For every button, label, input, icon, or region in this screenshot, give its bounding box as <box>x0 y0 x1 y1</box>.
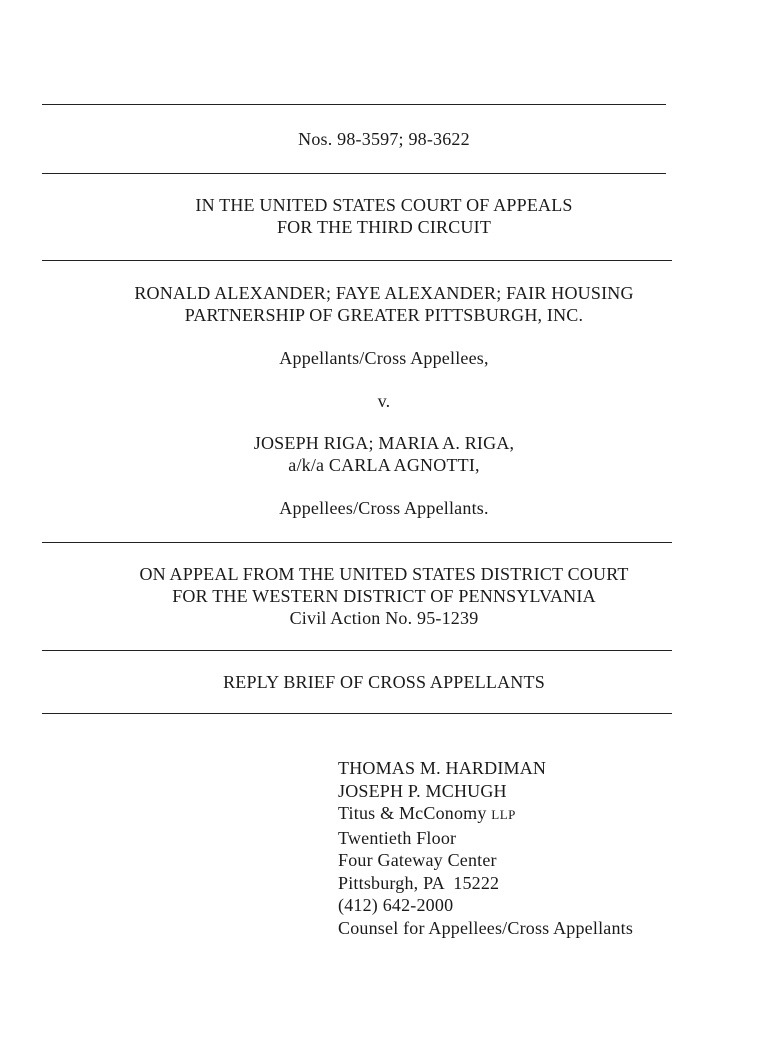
counsel-city: Pittsburgh, PA 15222 <box>338 872 500 893</box>
brief-title <box>0 671 768 693</box>
appellants-role-text: Appellants/Cross Appellees, <box>279 348 489 368</box>
court-heading <box>0 194 768 238</box>
counsel-name-2: JOSEPH P. MCHUGH <box>338 780 507 801</box>
rule-after-title <box>42 713 672 714</box>
appellees-line-1: JOSEPH RIGA; MARIA A. RIGA, <box>253 433 515 453</box>
appeal-block <box>0 563 768 629</box>
court-line-1: IN THE UNITED STATES COURT OF APPEALS <box>195 195 573 215</box>
appellants-role <box>0 347 768 369</box>
counsel-block <box>338 757 633 939</box>
counsel-floor: Twentieth Floor <box>338 827 457 848</box>
appellees-block <box>0 432 768 476</box>
civil-action-number: Civil Action No. 95-1239 <box>289 608 479 628</box>
appellees-role-text: Appellees/Cross Appellants. <box>279 498 489 518</box>
appellees-line-2: a/k/a CARLA AGNOTTI, <box>288 455 480 475</box>
counsel-role: Counsel for Appellees/Cross Appellants <box>338 917 634 938</box>
counsel-firm-suffix: LLP <box>491 807 516 822</box>
appellees-role <box>0 497 768 519</box>
versus <box>0 390 768 412</box>
brief-title-text: REPLY BRIEF OF CROSS APPELLANTS <box>223 672 545 692</box>
counsel-name-1: THOMAS M. HARDIMAN <box>338 758 547 778</box>
rule-after-appeal <box>42 650 672 651</box>
counsel-firm <box>338 802 633 827</box>
appellants-line-2: PARTNERSHIP OF GREATER PITTSBURGH, INC. <box>184 305 584 325</box>
appellants-line-1: RONALD ALEXANDER; FAYE ALEXANDER; FAIR HOUSING <box>134 283 634 303</box>
docket-numbers <box>0 128 768 150</box>
docket-text: Nos. 98-3597; 98-3622 <box>298 129 470 149</box>
rule-after-parties <box>42 542 672 543</box>
rule-after-docket <box>42 173 666 174</box>
rule-top <box>42 104 666 105</box>
counsel-firm-name: Titus & McConomy <box>338 803 487 823</box>
rule-after-court <box>42 260 672 261</box>
appeal-line-1: ON APPEAL FROM THE UNITED STATES DISTRICT COURT <box>139 564 629 584</box>
versus-text: v. <box>377 391 391 411</box>
court-line-2: FOR THE THIRD CIRCUIT <box>276 217 492 237</box>
counsel-building: Four Gateway Center <box>338 850 497 870</box>
appeal-line-2: FOR THE WESTERN DISTRICT OF PENNSYLVANIA <box>172 586 596 606</box>
appellants-block <box>0 282 768 326</box>
counsel-phone: (412) 642-2000 <box>338 895 454 915</box>
